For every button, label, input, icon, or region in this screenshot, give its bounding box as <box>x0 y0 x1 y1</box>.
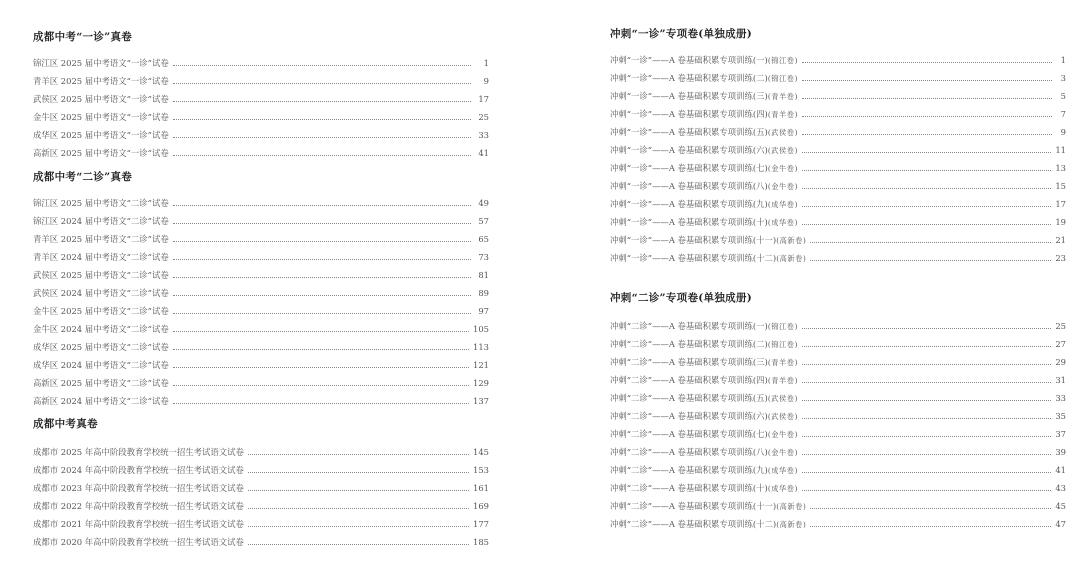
toc-entry-title: 冲刺“一诊”——A 卷基础积累专项训练(十) <box>610 217 768 227</box>
toc-entry <box>33 126 489 144</box>
toc-entry-title: 冲刺“一诊”——A 卷基础积累专项训练(四) <box>610 109 768 119</box>
dot-leader <box>173 118 471 120</box>
toc-entry <box>33 144 489 162</box>
toc-page-number: 47 <box>1055 519 1066 529</box>
section-title: 成都中考“一诊”真卷 <box>33 31 133 43</box>
toc-page-number: 177 <box>473 519 489 529</box>
dot-leader <box>173 330 469 332</box>
toc-page-number: 3 <box>1060 73 1066 83</box>
toc-section-erzhen-real <box>33 168 489 410</box>
toc-entry-region: (青羊卷) <box>767 376 798 385</box>
toc-page-number: 113 <box>473 342 489 352</box>
toc-entry-region: (成华卷) <box>767 466 798 475</box>
dot-leader <box>173 312 471 314</box>
dot-leader <box>248 543 469 545</box>
dot-leader <box>173 258 471 260</box>
toc-entry-region: (成华卷) <box>767 200 798 209</box>
toc-entry <box>610 443 1066 461</box>
toc-entry-title: 冲刺“二诊”——A 卷基础积累专项训练(十) <box>610 483 768 493</box>
toc-entry-title: 冲刺“一诊”——A 卷基础积累专项训练(十二) <box>610 253 777 263</box>
toc-page-number: 81 <box>478 270 489 280</box>
toc-entry <box>610 105 1066 123</box>
dot-leader <box>802 399 1051 401</box>
toc-entry-region: (锦江卷) <box>767 340 798 349</box>
dot-leader <box>173 294 471 296</box>
toc-entry-title: 冲刺“二诊”——A 卷基础积累专项训练(六) <box>610 411 768 421</box>
toc-entry <box>33 320 489 338</box>
toc-entry-title: 武侯区 2025 届中考语文“二诊”试卷 <box>33 270 169 280</box>
dot-leader <box>802 327 1051 329</box>
toc-entry-title: 青羊区 2024 届中考语文“二诊”试卷 <box>33 252 169 262</box>
toc-page-number: 37 <box>1055 429 1066 439</box>
toc-page-number: 7 <box>1060 109 1066 119</box>
dot-leader <box>802 115 1052 117</box>
toc-page-number: 89 <box>478 288 489 298</box>
toc-entry-title: 金牛区 2025 届中考语文“一诊”试卷 <box>33 112 169 122</box>
dot-leader <box>810 241 1051 243</box>
toc-entry <box>33 515 489 533</box>
toc-entry-region: (高新卷) <box>776 520 807 529</box>
toc-page-number: 41 <box>1055 465 1066 475</box>
toc-entry-title: 锦江区 2024 届中考语文“二诊”试卷 <box>33 216 169 226</box>
toc-entry-title: 冲刺“二诊”——A 卷基础积累专项训练(三) <box>610 357 768 367</box>
toc-page-number: 19 <box>1055 217 1066 227</box>
toc-entry-title: 武侯区 2025 届中考语文“一诊”试卷 <box>33 94 169 104</box>
dot-leader <box>173 366 469 368</box>
toc-page-number: 43 <box>1055 483 1066 493</box>
toc-entry-region: (锦江卷) <box>767 74 798 83</box>
toc-entry-title: 冲刺“一诊”——A 卷基础积累专项训练(三) <box>610 91 768 101</box>
toc-entry <box>610 249 1066 267</box>
toc-page-number: 1 <box>1060 55 1066 65</box>
toc-entry <box>610 515 1066 533</box>
toc-page-number: 39 <box>1055 447 1066 457</box>
toc-entry-title: 冲刺“一诊”——A 卷基础积累专项训练(九) <box>610 199 768 209</box>
section-title: 冲刺“二诊”专项卷(单独成册) <box>610 292 753 304</box>
dot-leader <box>248 507 469 509</box>
dot-leader <box>802 205 1051 207</box>
toc-entry-title: 成都市 2022 年高中阶段教育学校统一招生考试语文试卷 <box>33 501 244 511</box>
dot-leader <box>173 136 471 138</box>
dot-leader <box>802 363 1051 365</box>
toc-page-number: 169 <box>473 501 489 511</box>
toc-entry <box>33 497 489 515</box>
dot-leader <box>173 276 471 278</box>
dot-leader <box>173 222 471 224</box>
dot-leader <box>810 259 1051 261</box>
toc-page-number: 121 <box>473 360 489 370</box>
toc-page-number: 33 <box>1055 393 1066 403</box>
toc-entry <box>610 213 1066 231</box>
toc-entry-title: 冲刺“一诊”——A 卷基础积累专项训练(六) <box>610 145 768 155</box>
toc-entry <box>33 356 489 374</box>
toc-entry-region: (金牛卷) <box>767 182 798 191</box>
toc-page-number: 1 <box>483 58 489 68</box>
toc-entry <box>610 497 1066 515</box>
toc-entry-title: 冲刺“一诊”——A 卷基础积累专项训练(八) <box>610 181 768 191</box>
toc-entry <box>610 159 1066 177</box>
toc-page-number: 17 <box>1055 199 1066 209</box>
toc-entry-region: (高新卷) <box>776 236 807 245</box>
toc-entry-region: (成华卷) <box>767 218 798 227</box>
toc-page-number: 23 <box>1055 253 1066 263</box>
toc-page-number: 129 <box>473 378 489 388</box>
toc-entry-title: 成华区 2025 届中考语文“二诊”试卷 <box>33 342 169 352</box>
section-title: 成都中考真卷 <box>33 418 98 430</box>
toc-entry <box>610 371 1066 389</box>
toc-entry <box>33 374 489 392</box>
toc-page-number: 145 <box>473 447 489 457</box>
toc-page-number: 153 <box>473 465 489 475</box>
toc-entry <box>610 317 1066 335</box>
dot-leader <box>173 82 471 84</box>
section-title: 成都中考“二诊”真卷 <box>33 171 133 183</box>
toc-entry-title: 冲刺“一诊”——A 卷基础积累专项训练(十一) <box>610 235 777 245</box>
toc-page-number: 57 <box>478 216 489 226</box>
toc-entry <box>610 389 1066 407</box>
toc-entry-region: (金牛卷) <box>767 430 798 439</box>
toc-section-sprint-erzhen <box>610 289 1066 533</box>
toc-page-number: 27 <box>1055 339 1066 349</box>
toc-entry-title: 锦江区 2025 届中考语文“二诊”试卷 <box>33 198 169 208</box>
dot-leader <box>802 169 1051 171</box>
toc-entry <box>610 353 1066 371</box>
toc-entry-title: 冲刺“二诊”——A 卷基础积累专项训练(四) <box>610 375 768 385</box>
toc-entry-title: 冲刺“一诊”——A 卷基础积累专项训练(二) <box>610 73 768 83</box>
toc-entry <box>610 87 1066 105</box>
toc-entry-region: (武侯卷) <box>767 146 798 155</box>
dot-leader <box>802 435 1051 437</box>
toc-entry <box>33 461 489 479</box>
toc-entry <box>610 69 1066 87</box>
toc-entry <box>610 123 1066 141</box>
dot-leader <box>802 133 1052 135</box>
toc-entry-title: 金牛区 2024 届中考语文“二诊”试卷 <box>33 324 169 334</box>
toc-entry <box>33 284 489 302</box>
toc-entry-title: 成都市 2023 年高中阶段教育学校统一招生考试语文试卷 <box>33 483 244 493</box>
toc-entry-title: 青羊区 2025 届中考语文“一诊”试卷 <box>33 76 169 86</box>
toc-page-number: 105 <box>473 324 489 334</box>
dot-leader <box>173 348 469 350</box>
toc-page-number: 21 <box>1055 235 1066 245</box>
toc-entry <box>33 338 489 356</box>
toc-entry-title: 冲刺“二诊”——A 卷基础积累专项训练(一) <box>610 321 768 331</box>
toc-entry <box>610 195 1066 213</box>
toc-entry-title: 高新区 2025 届中考语文“一诊”试卷 <box>33 148 169 158</box>
toc-entry-title: 金牛区 2025 届中考语文“二诊”试卷 <box>33 306 169 316</box>
toc-entry <box>33 194 489 212</box>
toc-entry-region: (金牛卷) <box>767 448 798 457</box>
dot-leader <box>802 187 1051 189</box>
dot-leader <box>802 97 1052 99</box>
toc-entry-region: (锦江卷) <box>767 322 798 331</box>
toc-entry-list <box>33 54 489 162</box>
dot-leader <box>802 381 1051 383</box>
toc-entry <box>610 141 1066 159</box>
toc-page-number: 17 <box>478 94 489 104</box>
toc-entry-title: 成都市 2021 年高中阶段教育学校统一招生考试语文试卷 <box>33 519 244 529</box>
toc-page-number: 185 <box>473 537 489 547</box>
toc-page-number: 33 <box>478 130 489 140</box>
toc-entry <box>33 479 489 497</box>
toc-entry-list <box>33 194 489 410</box>
toc-entry <box>33 266 489 284</box>
toc-entry-title: 成华区 2025 届中考语文“一诊”试卷 <box>33 130 169 140</box>
toc-entry-title: 冲刺“二诊”——A 卷基础积累专项训练(八) <box>610 447 768 457</box>
dot-leader <box>173 154 471 156</box>
dot-leader <box>802 79 1052 81</box>
toc-entry <box>610 335 1066 353</box>
dot-leader <box>173 402 469 404</box>
toc-page-number: 9 <box>483 76 489 86</box>
section-title: 冲刺“一诊”专项卷(单独成册) <box>610 28 753 40</box>
toc-entry-region: (青羊卷) <box>767 358 798 367</box>
dot-leader <box>173 384 469 386</box>
toc-page-number: 49 <box>478 198 489 208</box>
dot-leader <box>248 489 469 491</box>
toc-entry <box>610 425 1066 443</box>
dot-leader <box>173 240 471 242</box>
toc-entry <box>33 248 489 266</box>
dot-leader <box>802 223 1051 225</box>
toc-entry-list <box>610 51 1066 267</box>
toc-entry-title: 武侯区 2024 届中考语文“二诊”试卷 <box>33 288 169 298</box>
toc-entry-region: (武侯卷) <box>767 128 798 137</box>
toc-entry <box>610 231 1066 249</box>
toc-page-number: 25 <box>478 112 489 122</box>
toc-page-number: 15 <box>1055 181 1066 191</box>
toc-entry <box>610 177 1066 195</box>
toc-page-number: 41 <box>478 148 489 158</box>
toc-entry-region: (高新卷) <box>776 502 807 511</box>
toc-entry-region: (金牛卷) <box>767 164 798 173</box>
toc-page-number: 9 <box>1060 127 1066 137</box>
toc-entry-region: (武侯卷) <box>767 394 798 403</box>
dot-leader <box>810 525 1051 527</box>
toc-section-sprint-yizhen <box>610 25 1066 267</box>
dot-leader <box>802 453 1051 455</box>
toc-entry-list <box>33 443 489 551</box>
dot-leader <box>802 61 1052 63</box>
dot-leader <box>802 151 1051 153</box>
toc-entry-region: (锦江卷) <box>767 56 798 65</box>
dot-leader <box>248 471 469 473</box>
dot-leader <box>810 507 1051 509</box>
dot-leader <box>173 64 471 66</box>
toc-entry-title: 高新区 2024 届中考语文“二诊”试卷 <box>33 396 169 406</box>
toc-entry-region: (青羊卷) <box>767 92 798 101</box>
toc-entry-title: 冲刺“二诊”——A 卷基础积累专项训练(二) <box>610 339 768 349</box>
dot-leader <box>248 453 469 455</box>
toc-entry-title: 冲刺“二诊”——A 卷基础积累专项训练(五) <box>610 393 768 403</box>
toc-entry-title: 锦江区 2025 届中考语文“一诊”试卷 <box>33 58 169 68</box>
dot-leader <box>248 525 469 527</box>
dot-leader <box>173 100 471 102</box>
toc-page-number: 73 <box>478 252 489 262</box>
dot-leader <box>802 489 1051 491</box>
toc-entry-region: (青羊卷) <box>767 110 798 119</box>
toc-entry-title: 成都市 2024 年高中阶段教育学校统一招生考试语文试卷 <box>33 465 244 475</box>
toc-page-number: 137 <box>473 396 489 406</box>
toc-entry <box>33 212 489 230</box>
toc-page-number: 29 <box>1055 357 1066 367</box>
toc-section-yizhen-real <box>33 28 489 162</box>
toc-entry <box>33 302 489 320</box>
toc-entry-title: 冲刺“二诊”——A 卷基础积累专项训练(七) <box>610 429 768 439</box>
toc-entry-region: (高新卷) <box>776 254 807 263</box>
toc-entry <box>610 51 1066 69</box>
toc-entry <box>610 461 1066 479</box>
toc-page-number: 45 <box>1055 501 1066 511</box>
toc-entry-title: 成都市 2020 年高中阶段教育学校统一招生考试语文试卷 <box>33 537 244 547</box>
toc-page-number: 161 <box>473 483 489 493</box>
toc-entry-list <box>610 317 1066 533</box>
toc-entry-title: 冲刺“二诊”——A 卷基础积累专项训练(十二) <box>610 519 777 529</box>
dot-leader <box>802 417 1051 419</box>
toc-entry-title: 青羊区 2025 届中考语文“二诊”试卷 <box>33 234 169 244</box>
toc-entry-title: 成都市 2025 年高中阶段教育学校统一招生考试语文试卷 <box>33 447 244 457</box>
toc-entry <box>610 479 1066 497</box>
toc-entry <box>33 90 489 108</box>
dot-leader <box>173 204 471 206</box>
toc-entry-title: 冲刺“二诊”——A 卷基础积累专项训练(十一) <box>610 501 777 511</box>
toc-entry-title: 成华区 2024 届中考语文“二诊”试卷 <box>33 360 169 370</box>
toc-page-number: 35 <box>1055 411 1066 421</box>
dot-leader <box>802 345 1051 347</box>
toc-entry <box>33 230 489 248</box>
toc-section-zhongkao-real <box>33 415 489 551</box>
toc-page-number: 65 <box>478 234 489 244</box>
toc-entry-title: 冲刺“一诊”——A 卷基础积累专项训练(七) <box>610 163 768 173</box>
toc-entry-title: 冲刺“一诊”——A 卷基础积累专项训练(一) <box>610 55 768 65</box>
toc-page-number: 11 <box>1055 145 1066 155</box>
toc-entry <box>33 72 489 90</box>
toc-entry <box>33 108 489 126</box>
toc-page-number: 25 <box>1055 321 1066 331</box>
toc-page-number: 97 <box>478 306 489 316</box>
toc-entry-title: 冲刺“一诊”——A 卷基础积累专项训练(五) <box>610 127 768 137</box>
dot-leader <box>802 471 1051 473</box>
toc-page-number: 5 <box>1060 91 1066 101</box>
toc-entry-title: 高新区 2025 届中考语文“二诊”试卷 <box>33 378 169 388</box>
toc-entry-region: (成华卷) <box>767 484 798 493</box>
toc-entry <box>33 443 489 461</box>
toc-entry-region: (武侯卷) <box>767 412 798 421</box>
toc-page-number: 13 <box>1055 163 1066 173</box>
toc-page-number: 31 <box>1055 375 1066 385</box>
toc-entry <box>33 533 489 551</box>
toc-entry <box>610 407 1066 425</box>
toc-entry-title: 冲刺“二诊”——A 卷基础积累专项训练(九) <box>610 465 768 475</box>
toc-entry <box>33 54 489 72</box>
toc-entry <box>33 392 489 410</box>
